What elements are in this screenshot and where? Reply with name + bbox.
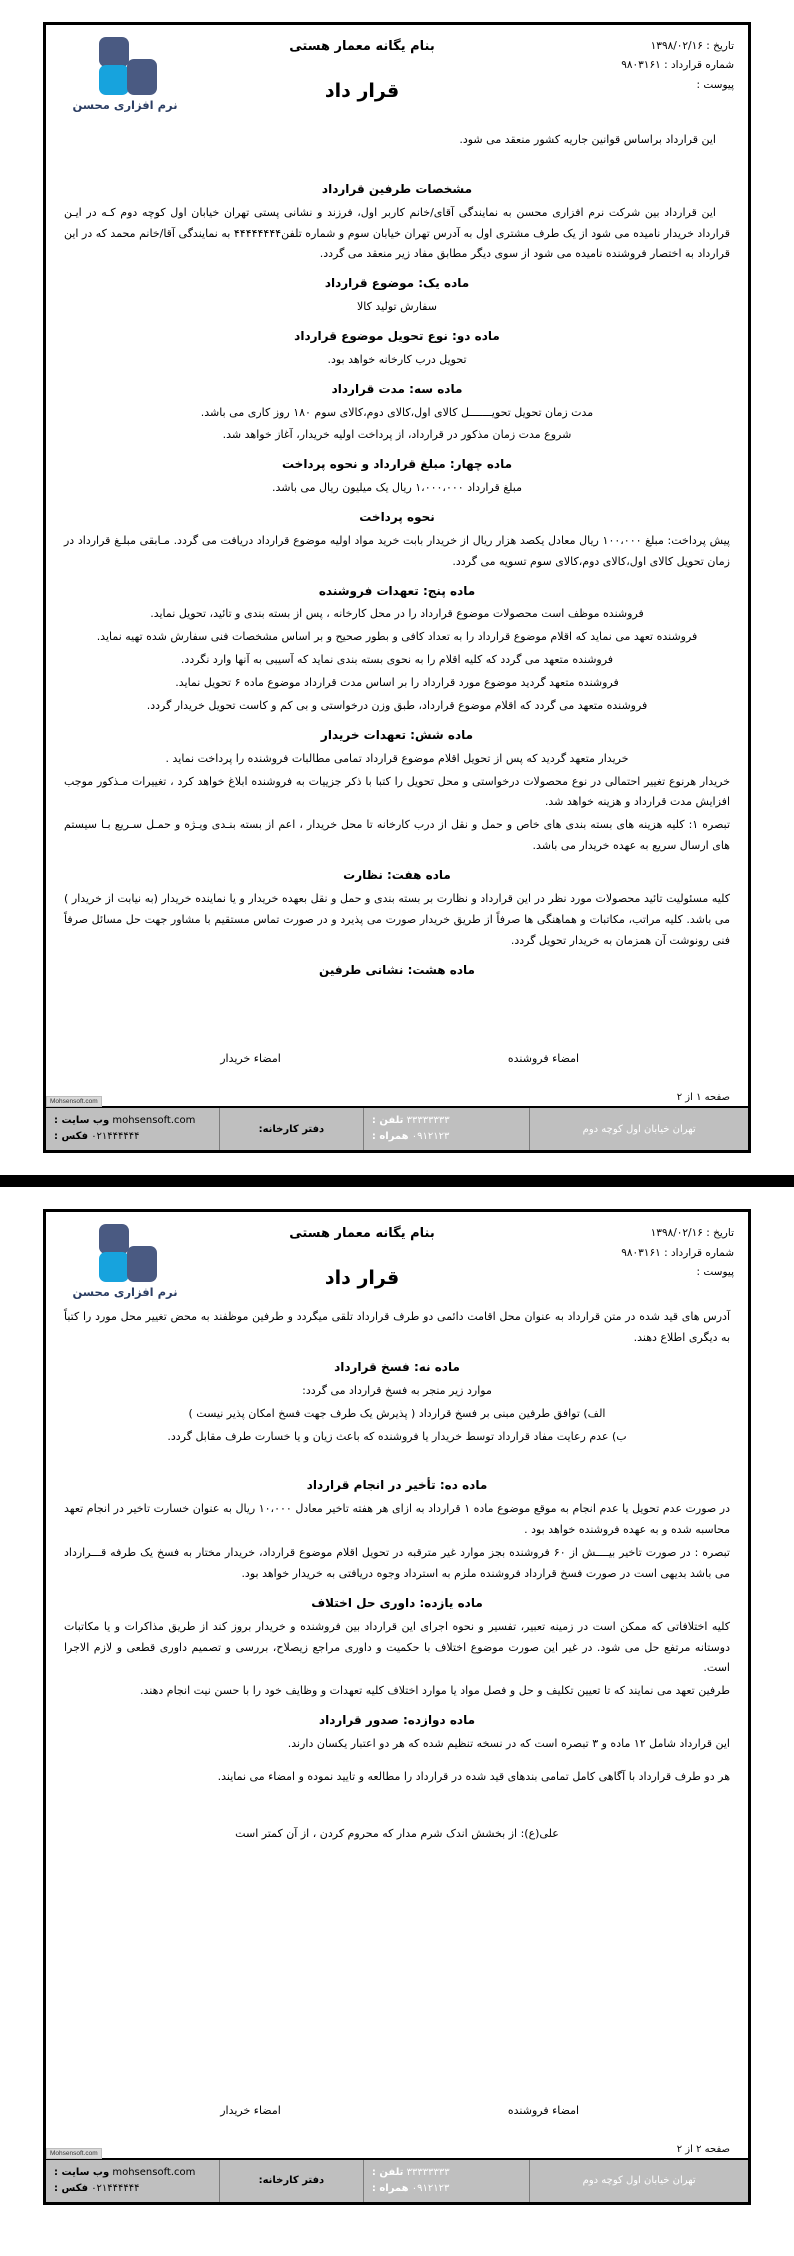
footer-address-2: تهران خیابان اول کوچه دوم (582, 2175, 696, 2187)
bottom-spacer (0, 2205, 794, 2229)
header-center-block (190, 35, 534, 102)
date-label: تاریخ : (706, 40, 734, 52)
date-label-2: تاریخ : (706, 1227, 734, 1240)
page2-signature-spacer (64, 1847, 730, 2097)
contract-number-label: شماره قرارداد : (664, 59, 734, 72)
seller-obligation-1: فروشنده موظف است محصولات موضوع قرارداد را در محل کارخانه ، پس از بسته بندی و تائید، تحویل نماید. (150, 607, 644, 621)
footer-website-label-1: وب سایت : (54, 1115, 110, 1127)
arbitration-paragraph-1: کلیه اختلافاتی که ممکن است در زمینه تعبیر، تفسیر و نحوه اجرای این قرارداد بین فروشنده و خریدار بروز کند از طریق مذاکرات و یا مکاتبات دوستانه مرتفع حل می شود. در غیر این صورت موضوع اختلاف با حکمیت و داوری مراجع زیصلاح، بررسی و تصمیم داوری قطعی و لازم الاجرا است. (64, 1619, 730, 1675)
page-separator (0, 1153, 794, 1209)
section-text-payment-method: پیش پرداخت: مبلغ ۱۰۰،۰۰۰ ریال معادل یکصد هزار ریال از خریدار بابت خرید مواد اولیه موضوع قرارداد دریافت می گردد. مـابقی مبلـغ قرارداد در زمان تحویل کالای اول،کالای دوم،کالای سوم تسویه می گردد. (64, 533, 730, 568)
page2-quote: علی(ع): از بخشش اندک شرم مدار که محروم کردن ، از آن کمتر است (235, 1826, 559, 1840)
contract-number-line (534, 56, 734, 75)
seller-obligation-4: فروشنده متعهد گردید موضوع مورد قرارداد را بر اساس مدت قرارداد موضوع ماده ۶ تحویل نماید. (175, 676, 619, 690)
section-text-delivery-type: تحویل درب کارخانه خواهد بود. (327, 352, 467, 366)
date-line-2 (534, 1224, 734, 1243)
footer-mobile-value-2: ۰۹۱۲۱۲۳ (411, 2182, 450, 2194)
footer-phone-value-2: ۳۳۳۳۳۳۳۳ (406, 2166, 450, 2178)
section-text-supervision: کلیه مسئولیت تائید محصولات مورد نظر در این قرارداد و نظارت بر بسته بندی و حمل و نقل بعهده خریدار و یا نماینده خریدار (به نیابت از خریدار ) می باشد. کلیه مراتب، مکاتبات و هماهنگی ها صرفاً از طریق خریدار صورت می پذیرد و در صورت تماس مستقیم با مشاور جهت حل مسائل صرفاً فنی رونوشت آن همزمان به خریدار تحویل گردد. (64, 891, 730, 947)
buyer-obligation-1: خریدار متعهد گردید که پس از تحویل اقلام موضوع قرارداد تمامی مطالبات فروشنده را پرداخت نماید . (165, 751, 629, 765)
bismillah-text-2: بنام یگانه معمار هستی (289, 1226, 435, 1242)
section-heading-supervision: ماده هفت: نظارت (343, 868, 451, 883)
spacer (64, 1070, 730, 1088)
page1-page-number: صفحه ۱ از ۲ (676, 1092, 730, 1104)
page2-watermark: Mohsensoft.com (46, 2148, 102, 2159)
termination-intro: موارد زیر منجر به فسخ قرارداد می گردد: (302, 1383, 492, 1397)
spacer (64, 153, 730, 171)
footer-web-block-2 (46, 2160, 219, 2202)
page2-footer (46, 2158, 748, 2202)
section-heading-arbitration: ماده یازده: داوری حل اختلاف (311, 1595, 483, 1610)
date-value: ۱۳۹۸/۰۲/۱۶ (650, 40, 703, 52)
page2-buyer-signature: امضاء خریدار (220, 2103, 281, 2117)
company-logo (60, 35, 190, 112)
page2-body (46, 1303, 748, 2139)
page1-seller-signature: امضاء فروشنده (507, 1052, 580, 1066)
section-text-subject: سفارش تولید کالا (357, 300, 437, 314)
footer-phone-label-1: تلفن : (371, 1115, 404, 1127)
logo-blocks-icon-2 (93, 1224, 157, 1282)
spacer (64, 1449, 730, 1467)
termination-item-a: الف) توافق طرفین مبنی بر فسخ قرارداد ( پذیرش یک طرف جهت فسخ امکان پذیر نیست ) (188, 1406, 606, 1420)
seller-obligation-2: فروشنده تعهد می نماید که اقلام موضوع قرارداد را به تعداد کافی و بطور صحیح و بر اساس مشخصات فنی سفارش شده تهیه نماید. (96, 630, 698, 644)
attachment-line-2 (534, 1263, 734, 1282)
document-title: قرار داد (324, 80, 400, 102)
section-heading-addresses: ماده هشت: نشانی طرفین (319, 962, 475, 977)
logo-block-dark-right (127, 59, 157, 95)
issuance-paragraph-2: هر دو طرف قرارداد با آگاهی کامل تمامی بندهای قید شده در قرارداد را مطالعه و تایید نموده و امضاء می نمایند. (217, 1769, 730, 1783)
page1-watermark: Mohsensoft.com (46, 1096, 102, 1107)
section-heading-seller-obligations: ماده پنج: تعهدات فروشنده (318, 583, 476, 598)
page2-page-number: صفحه ۲ از ۲ (676, 2143, 730, 2155)
page2-header (46, 1212, 748, 1303)
logo-blocks-icon (93, 37, 157, 95)
footer-fax-value-1: ۰۲۱۴۴۴۴۴۴ (91, 1131, 140, 1143)
section-text-duration-1: مدت زمان تحویل تحویـــــــل کالای اول،کالای دوم،کالای سوم ۱۸۰ روز کاری می باشد. (200, 405, 594, 419)
section-heading-delivery-type: ماده دو: نوع تحویل موضوع قرارداد (294, 329, 500, 344)
page1-signature-row (64, 1049, 730, 1070)
footer-phone-line-1 (372, 1113, 450, 1129)
section-heading-parties: مشخصات طرفین قرارداد (321, 181, 473, 196)
footer-mobile-line-1 (372, 1129, 449, 1145)
signature-spacer (64, 983, 730, 1045)
footer-mobile-label-2: همراه : (371, 2182, 409, 2194)
footer-fax-line-1 (54, 1129, 140, 1145)
section-heading-termination: ماده نه: فسخ قرارداد (334, 1360, 460, 1375)
footer-website-line-1 (54, 1113, 195, 1129)
header-meta-block-2 (534, 1222, 734, 1282)
top-spacer (0, 0, 794, 22)
attachment-label: پیوست : (696, 78, 734, 91)
contract-page-2 (43, 1209, 751, 2204)
header-center-block-2 (190, 1222, 534, 1289)
attachment-label-2: پیوست : (696, 1266, 734, 1279)
footer-phone-block-1 (363, 1108, 530, 1150)
footer-phone-label-2: تلفن : (371, 2166, 404, 2178)
section-heading-subject: ماده یک: موضوع قرارداد (324, 276, 470, 291)
page2-seller-signature: امضاء فروشنده (507, 2103, 580, 2117)
logo-block-dark-top (99, 37, 129, 67)
seller-obligation-5: فروشنده متعهد می گردد که اقلام موضوع قرارداد، طبق وزن درخواستی و بی کم و کاست تحویل خریدار گردد. (146, 698, 648, 712)
footer-fax-label-2: فکس : (54, 2182, 88, 2194)
footer-web-block-1 (46, 1108, 219, 1150)
attachment-line (534, 76, 734, 95)
page2-address-paragraph: آدرس های قید شده در متن قرارداد به عنوان محل اقامت دائمی دو طرف قرارداد تلقی میگردد و طرفین موظفند به محض تغییر محل مورد را کتباً به دیگری اطلاع دهند. (64, 1310, 730, 1345)
bismillah-text: بنام یگانه معمار هستی (289, 39, 435, 54)
logo-block-light-bottom-2 (99, 1252, 129, 1282)
page1-buyer-signature: امضاء خریدار (220, 1052, 281, 1066)
footer-fax-label-1: فکس : (54, 1131, 88, 1143)
contract-number-value: ۹۸۰۳۱۶۱ (621, 59, 661, 72)
footer-phone-value-1: ۳۳۳۳۳۳۳۳ (406, 1115, 450, 1127)
date-value-2: ۱۳۹۸/۰۲/۱۶ (650, 1227, 703, 1240)
page1-header (46, 25, 748, 116)
logo-block-dark-top-2 (99, 1224, 129, 1254)
footer-address-1: تهران خیابان اول کوچه دوم (582, 1123, 696, 1135)
delay-note-1: تبصره : در صورت تاخیر بیــــش از ۶۰ فروشنده بجز موارد غیر مترقبه در تحویل اقلام موضوع قرارداد، خریدار مختار به فسخ یک طرفه قـــرارداد می باشد بدیهی است در صورت فسخ قرارداد فروشنده ملزم به استرداد وجوه دریافتی به خریدار خواهد بود. (64, 1546, 730, 1580)
section-text-parties: این قرارداد بین شرکت نرم افزاری محسن به نمایندگی آقای/خانم کاربر اول، فرزند و نشانی پستی تهران خیابان اول کوچه دوم کـه در ایـن قرارداد خریدار نامیده می شود از یک طرف مشتری اول به آدرس تهران خیابان سوم و شماره تلفن۴۴۴۴۴۴۴۴ به نمایندگی آقا/خانم محمد که در این قرارداد به اختصار فروشنده نامیده می شود از سوی دیگر مطابق مفاد زیر منعقد می گردد. (64, 205, 730, 261)
section-heading-payment-method: نحوه پرداخت (359, 510, 435, 524)
footer-fax-line-2 (54, 2181, 140, 2197)
footer-phone-block-2 (363, 2160, 530, 2202)
section-heading-duration: ماده سه: مدت قرارداد (331, 381, 463, 396)
footer-mobile-line-2 (372, 2181, 449, 2197)
document-title-2: قرار داد (324, 1267, 400, 1290)
seller-obligation-3: فروشنده متعهد می گردد که کلیه اقلام را به نحوی بسته بندی نماید که آسیبی به آنها وارد نگردد. (180, 653, 614, 667)
footer-fax-value-2: ۰۲۱۴۴۴۴۴۴ (91, 2182, 140, 2194)
section-heading-amount: ماده چهار: مبلغ قرارداد و نحوه پرداخت (281, 457, 513, 472)
footer-mobile-value-1: ۰۹۱۲۱۲۳ (411, 1131, 450, 1143)
date-line (534, 37, 734, 56)
contract-number-label-2: شماره قرارداد : (664, 1246, 734, 1259)
footer-website-value-2[interactable]: mohsensoft.com (112, 2166, 196, 2178)
footer-office-1: دفتر کارخانه: (219, 1108, 363, 1150)
spacer (64, 1790, 730, 1824)
footer-office-2: دفتر کارخانه: (219, 2160, 363, 2202)
termination-item-b: ب) عدم رعایت مفاد قرارداد توسط خریدار یا فروشنده که باعث زیان و یا خسارت طرف مقابل گردد. (167, 1429, 627, 1443)
section-heading-buyer-obligations: ماده شش: تعهدات خریدار (320, 727, 474, 742)
contract-number-line-2 (534, 1244, 734, 1263)
section-text-amount: مبلغ قرارداد ۱،۰۰۰،۰۰۰ ریال یک میلیون ریال می باشد. (272, 481, 522, 495)
delay-paragraph-1: در صورت عدم تحویل یا عدم انجام به موقع موضوع ماده ۱ قرارداد به ازای هر هفته تاخیر معادل ۱۰،۰۰۰ ریال به عنوان خسارت تاخیر در انجام تعهد محاسبه شده و به عهده فروشنده خواهد بود . (64, 1502, 730, 1537)
footer-mobile-label-1: همراه : (371, 1131, 409, 1143)
logo-block-dark-right-2 (127, 1246, 157, 1282)
spacer (64, 2122, 730, 2140)
logo-block-light-bottom (99, 65, 129, 95)
footer-website-value-1[interactable]: mohsensoft.com (112, 1115, 196, 1127)
header-meta-block (534, 35, 734, 95)
intro-paragraph: این قرارداد براساس قوانین جاریه کشور منعقد می شود. (459, 133, 716, 146)
spacer (64, 1757, 730, 1767)
footer-phone-line-2 (372, 2165, 450, 2181)
company-logo-2 (60, 1222, 190, 1299)
page1-body (46, 116, 748, 1088)
contract-number-value-2: ۹۸۰۳۱۶۱ (621, 1246, 661, 1259)
logo-wordmark: نرم افزاری محسن (72, 98, 178, 112)
section-heading-delay: ماده ده: تأخیر در انجام قرارداد (306, 1478, 488, 1493)
page2-signature-row (64, 2101, 730, 2122)
page1-footer (46, 1106, 748, 1150)
section-heading-issuance: ماده دوازده: صدور قرارداد (318, 1713, 476, 1728)
arbitration-paragraph-2: طرفین تعهد می نمایند که تا تعیین تکلیف و حل و فصل مواد یا موارد اختلاف کلیه تعهدات و وظایف خود را با حسن نیت انجام دهند. (139, 1684, 730, 1698)
footer-website-label-2: وب سایت : (54, 2166, 110, 2178)
logo-wordmark-2: نرم افزاری محسن (72, 1285, 178, 1300)
issuance-paragraph-1: این قرارداد شامل ۱۲ ماده و ۳ تبصره است که در نسخه تنظیم شده که هر دو اعتبار یکسان دارند. (287, 1737, 730, 1750)
section-text-duration-2: شروع مدت زمان مذکور در قرارداد، از پرداخت اولیه خریدار، آغاز خواهد شد. (222, 428, 572, 442)
contract-page-1 (43, 22, 751, 1153)
spacer (64, 120, 730, 130)
buyer-obligation-note-1: تبصره ۱: کلیه هزینه های بسته بندی های خاص و حمل و نقل از درب کارخانه تا محل خریدار ، اعم از بسته بنـدی ویـژه و حمـل سـریع بـا سیستم های ارسال سریع به عهده خریدار می باشد. (64, 818, 730, 853)
buyer-obligation-2: خریدار هرنوع تغییر احتمالی در نوع محصولات درخواستی و محل تحویل را کتبا با ذکر جزییات به فروشنده ابلاغ خواهد کرد ، تغییرات مـذکور موجب افزایش مدت قرارداد و هزینه خواهد شد. (64, 774, 730, 809)
footer-website-line-2 (54, 2165, 195, 2181)
